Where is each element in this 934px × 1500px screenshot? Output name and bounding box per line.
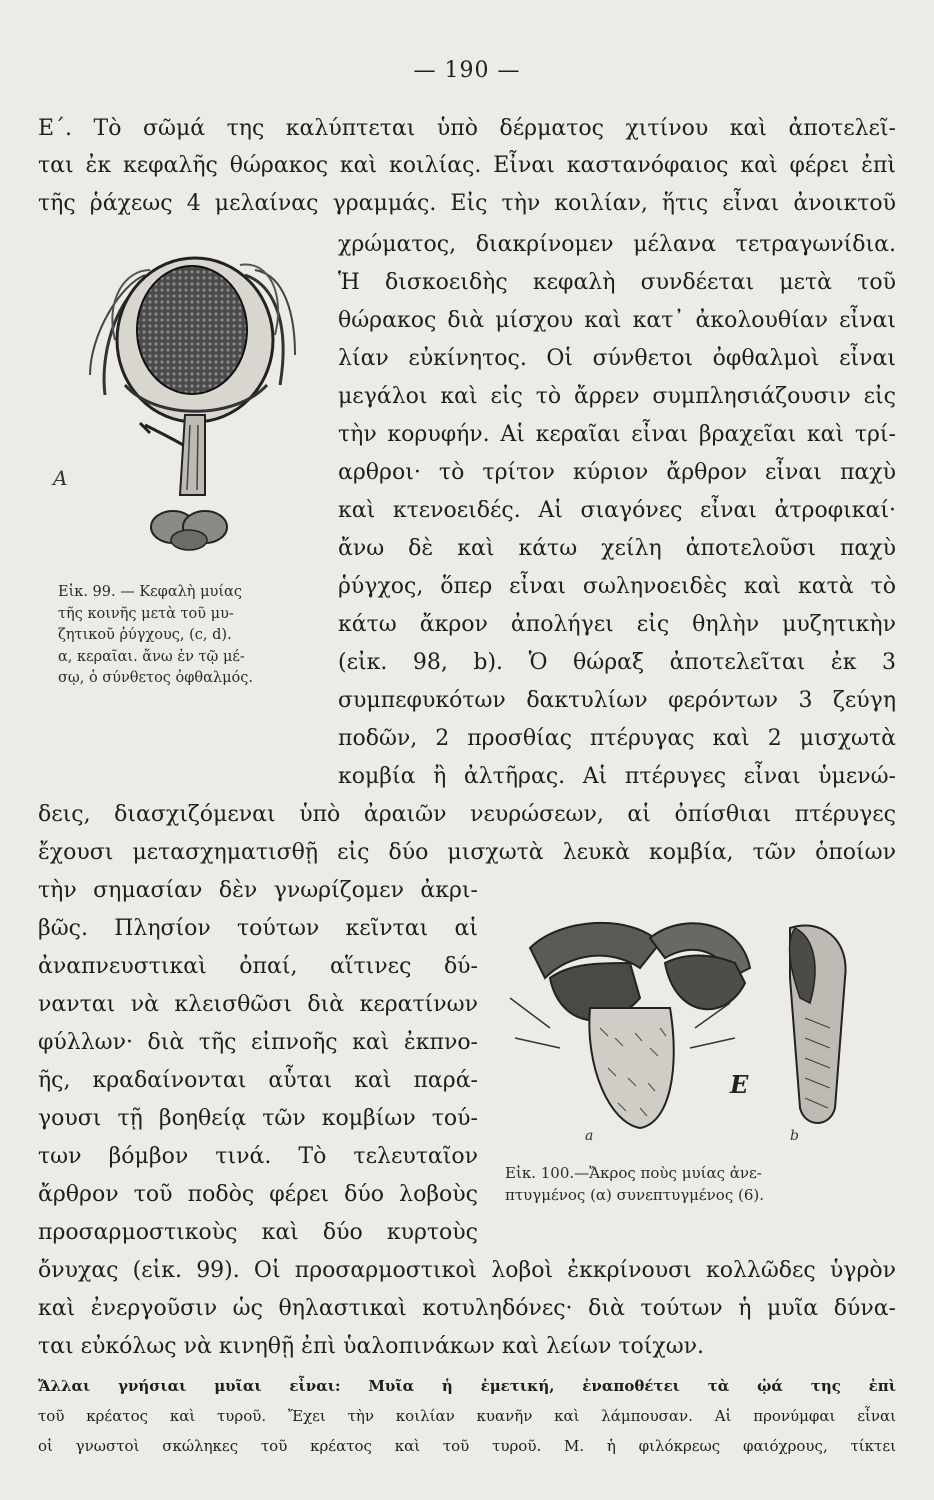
text-line: φύλλων· διὰ τῆς εἰπνοῆς καὶ ἐκπνο-: [38, 1030, 478, 1055]
text-line: νανται νὰ κλεισθῶσι διὰ κερατίνων: [38, 992, 478, 1017]
text-line: συμπεφυκότων δακτυλίων φερόντων 3 ζεύγη: [338, 688, 896, 713]
caption-line: σῳ, ὁ σύνθετος ὀφθαλμός.: [58, 670, 254, 686]
figure-label-b-small: b: [790, 1128, 799, 1144]
text-line: βῶς. Πλησίον τούτων κεῖνται αἱ: [38, 916, 478, 941]
caption-line: α, κεραῖαι. ἄνω ἐν τῷ μέ-: [58, 648, 245, 665]
text-line: τῆς ῥάχεως 4 μελαίνας γραμμάς. Εἰς τὴν κοιλίαν, ἥτις εἶναι ἀνοικτοῦ: [38, 191, 896, 216]
text-line: κάτω ἄκρον ἀπολήγει εἰς θηλὴν μυζητικὴν: [338, 612, 896, 637]
text-line: προσαρμοστικοὺς καὶ δύο κυρτοὺς: [38, 1220, 478, 1245]
text-line: δεις, διασχιζόμεναι ὑπὸ ἀραιῶν νευρώσεων, αἱ ὀπίσθιαι πτέρυγες: [38, 802, 896, 827]
page-number: — 190 —: [413, 58, 521, 83]
text-line: ἀναπνευστικαὶ ὀπαί, αἵτινες δύ-: [38, 954, 478, 979]
text-line: ὄνυχας (εἰκ. 99). Οἱ προσαρμοστικοὶ λοβοὶ ἐκκρίνουσι κολλῶδες ὑγρὸν: [38, 1258, 896, 1283]
text-line: θώρακος διὰ μίσχου καὶ κατ᾽ ἀκολουθίαν εἶναι: [338, 308, 896, 333]
text-line: ἄνω δὲ καὶ κάτω χείλη ἀποτελοῦσι παχὺ: [338, 536, 896, 561]
text-line: κομβία ἢ ἀλτῆρας. Αἱ πτέρυγες εἶναι ὑμενώ-: [338, 764, 896, 789]
text-line: τὴν κορυφήν. Αἱ κεραῖαι εἶναι βραχεῖαι καὶ τρί-: [338, 422, 896, 447]
text-line: καὶ κτενοειδές. Αἱ σιαγόνες εἶναι ἀτροφικαί·: [338, 498, 896, 523]
caption-line: Εἰκ. 99. — Κεφαλὴ μυίας: [58, 584, 242, 600]
fly-foot-figure: [490, 908, 890, 1148]
text-line: ται εὐκόλως νὰ κινηθῇ ἐπὶ ὑαλοπινάκων καὶ λείων τοίχων.: [38, 1334, 705, 1359]
text-line: (εἰκ. 98, b). Ὁ θώραξ ἀποτελεῖται ἐκ 3: [338, 650, 896, 675]
text-line: ἄρθρον τοῦ ποδὸς φέρει δύο λοβοὺς: [38, 1182, 478, 1207]
text-line: Ἡ δισκοειδὴς κεφαλὴ συνδέεται μετὰ τοῦ: [338, 270, 896, 295]
caption-line: τῆς κοινῆς μετὰ τοῦ μυ-: [58, 605, 234, 622]
figure-label-a-small: a: [585, 1128, 594, 1144]
caption-line: ζητικοῦ ῥύγχους, (c, d).: [58, 627, 232, 643]
text-line: ποδῶν, 2 προσθίας πτέρυγας καὶ 2 μισχωτὰ: [338, 726, 896, 751]
text-line: χρώματος, διακρίνομεν μέλανα τετραγωνίδια.: [338, 232, 896, 257]
text-line: αρθροι· τὸ τρίτον κύριον ἄρθρον εἶναι παχὺ: [338, 460, 896, 485]
bold-lead: Ἄλλαι γνήσιαι μυῖαι εἶναι: Μυῖα ἡ ἐμετική, ἐναποθέτει τὰ ᾠά της ἐπὶ: [38, 1377, 896, 1395]
small-text-line: τοῦ κρέατος καὶ τυροῦ. Ἔχει τὴν κοιλίαν κυανῆν καὶ λάμπουσαν. Αἱ προνύμφαι εἶναι: [38, 1407, 896, 1425]
small-text-line: οἱ γνωστοὶ σκώληκες τοῦ κρέατος καὶ τοῦ τυροῦ. Μ. ἡ φιλόκρεως φαιόχρους, τίκτει: [38, 1437, 896, 1455]
text-line: ῆς, κραδαίνονται αὗται καὶ παρά-: [38, 1068, 478, 1093]
text-line: των βόμβον τινά. Τὸ τελευταῖον: [38, 1144, 478, 1169]
text-line: λίαν εὐκίνητος. Οἱ σύνθετοι ὀφθαλμοὶ εἶναι: [338, 346, 896, 371]
text-line: Ε΄. Τὸ σῶμά της καλύπτεται ὑπὸ δέρματος χιτίνου καὶ ἀποτελεῖ-: [38, 116, 896, 141]
fly-head-figure: [45, 245, 335, 575]
text-line: μεγάλοι καὶ εἰς τὸ ἄρρεν συμπλησιάζουσιν εἰς: [338, 384, 896, 409]
figure-label-a: A: [53, 466, 68, 490]
text-line: ῥύγχος, ὅπερ εἶναι σωληνοειδὲς καὶ κατὰ τὸ: [338, 574, 896, 599]
text-line: ἔχουσι μετασχηματισθῇ εἰς δύο μισχωτὰ λευκὰ κομβία, τῶν ὁποίων: [38, 840, 896, 865]
figure-label-e: E: [730, 1070, 749, 1099]
caption-line: Εἰκ. 100.—Ἄκρος ποὺς μυίας ἀνε-: [505, 1164, 762, 1182]
text-line: γουσι τῇ βοηθείᾳ τῶν κομβίων τού-: [38, 1106, 478, 1131]
text-line: ται ἐκ κεφαλῆς θώρακος καὶ κοιλίας. Εἶναι καστανόφαιος καὶ φέρει ἐπὶ: [38, 153, 896, 178]
text-line: καὶ ἐνεργοῦσιν ὡς θηλαστικαὶ κοτυληδόνες· διὰ τούτων ἡ μυῖα δύνα-: [38, 1296, 896, 1321]
caption-line: πτυγμένος (α) συνεπτυγμένος (6).: [505, 1186, 765, 1204]
figure-99-caption: [58, 582, 328, 690]
figure-100-caption: [505, 1162, 895, 1206]
small-text-line: [38, 1374, 896, 1398]
text-line: τὴν σημασίαν δὲν γνωρίζομεν ἀκρι-: [38, 878, 478, 903]
